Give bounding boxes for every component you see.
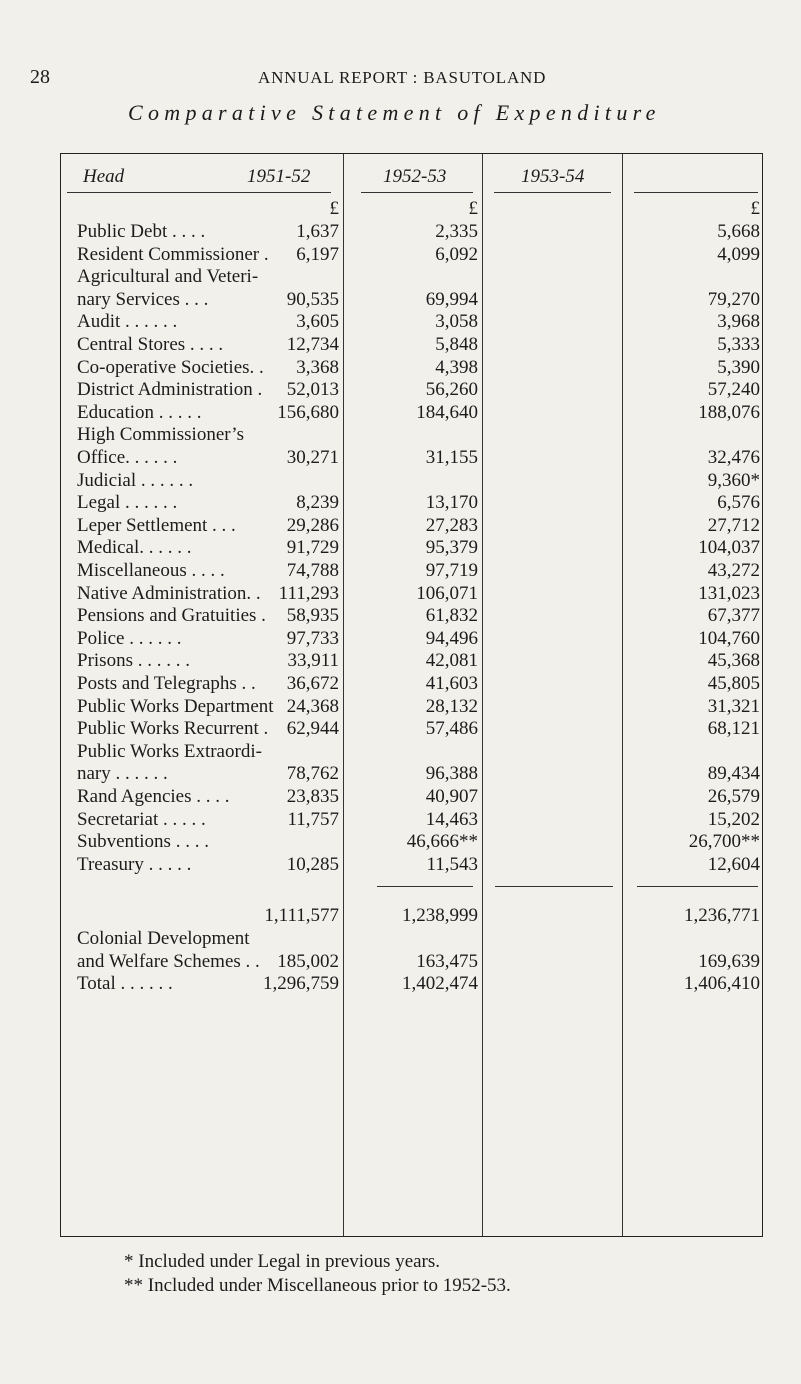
amount-cell: 28,132: [425, 695, 478, 717]
row-head: Treasury . . . . .: [77, 853, 192, 875]
amount-cell: 185,002: [277, 950, 339, 972]
row-head: Public Debt . . . .: [77, 221, 206, 242]
amount-cell: 13,170: [425, 492, 478, 514]
row-head: Medical. . . . . .: [77, 537, 192, 559]
column-rule: [622, 154, 623, 1236]
amount-cell: 52,013: [286, 379, 339, 401]
amount-cell: 3,968: [717, 311, 760, 333]
column-header-year: 1951-52: [247, 166, 311, 187]
amount-cell: 43,272: [707, 560, 760, 581]
amount-cell: 14,463: [425, 808, 478, 830]
currency-symbol: £: [329, 198, 339, 219]
row-head: Agricultural and Veteri-: [77, 266, 259, 288]
amount-cell: 23,835: [286, 786, 339, 807]
amount-cell: 104,760: [698, 627, 760, 649]
amount-cell: 56,260: [425, 379, 478, 401]
row-head: nary . . . . . .: [77, 763, 168, 785]
footnote-1: * Included under Legal in previous years.: [124, 1251, 441, 1272]
row-head: Office. . . . . .: [77, 447, 178, 468]
amount-cell: 79,270: [707, 288, 760, 310]
amount-cell: 15,202: [707, 808, 760, 830]
row-head: Posts and Telegraphs . .: [77, 673, 256, 694]
currency-symbol: £: [750, 198, 760, 219]
amount-cell: 1,238,999: [402, 905, 478, 927]
header-rule: [494, 192, 611, 193]
row-head: Miscellaneous . . . .: [77, 560, 225, 581]
amount-cell: 163,475: [416, 950, 478, 972]
amount-cell: 5,848: [435, 334, 478, 355]
column-header-year: 1953-54: [521, 166, 585, 187]
amount-cell: 11,757: [287, 808, 339, 830]
amount-cell: 36,672: [286, 673, 339, 694]
column-rule: [482, 154, 483, 1236]
amount-cell: 24,368: [286, 695, 339, 717]
amount-cell: 96,388: [425, 763, 478, 785]
amount-cell: 156,680: [277, 401, 339, 423]
amount-cell: 46,666**: [406, 831, 478, 853]
amount-cell: 97,733: [286, 627, 339, 649]
page-number: 28: [30, 66, 50, 88]
amount-cell: 69,994: [425, 288, 478, 310]
amount-cell: 6,576: [717, 492, 760, 514]
amount-cell: 104,037: [698, 537, 760, 559]
amount-cell: 30,271: [286, 447, 339, 468]
amount-cell: 32,476: [707, 447, 760, 468]
row-head: Colonial Development: [77, 928, 250, 949]
amount-cell: 3,368: [296, 356, 339, 378]
amount-cell: 45,805: [707, 673, 760, 694]
amount-cell: 95,379: [425, 537, 478, 559]
amount-cell: 33,911: [287, 650, 339, 672]
amount-cell: 61,832: [425, 605, 478, 627]
amount-cell: 31,155: [425, 447, 478, 468]
row-head: Judicial . . . . . .: [77, 469, 194, 491]
amount-cell: 58,935: [286, 605, 339, 627]
subtotal-rule: [377, 886, 473, 887]
amount-cell: 94,496: [425, 627, 478, 649]
amount-cell: 26,579: [707, 786, 760, 807]
column-header-year: 1952-53: [383, 166, 447, 187]
amount-cell: 57,240: [707, 379, 760, 401]
expenditure-table: [60, 153, 763, 1237]
header-rule: [67, 192, 331, 193]
amount-cell: 68,121: [707, 718, 760, 740]
amount-cell: 1,402,474: [402, 973, 478, 995]
currency-symbol: £: [468, 198, 478, 219]
amount-cell: 89,434: [707, 763, 760, 785]
amount-cell: 42,081: [425, 650, 478, 672]
row-head: Native Administration. .: [77, 582, 261, 604]
amount-cell: 5,333: [717, 334, 760, 355]
amount-cell: 27,283: [425, 514, 478, 536]
row-head: Resident Commissioner .: [77, 243, 269, 265]
amount-cell: 78,762: [286, 763, 339, 785]
amount-cell: 40,907: [425, 786, 478, 807]
row-head: Public Works Department: [77, 695, 274, 717]
total-label: Total . . . . . .: [77, 973, 173, 995]
amount-cell: 1,296,759: [263, 973, 339, 995]
row-head: District Administration .: [77, 379, 263, 401]
amount-cell: 8,239: [296, 492, 339, 514]
subtotal-rule: [495, 886, 613, 887]
amount-cell: 111,293: [278, 582, 339, 604]
row-head: Central Stores . . . .: [77, 334, 224, 355]
column-rule: [343, 154, 344, 1236]
row-head: Prisons . . . . . .: [77, 650, 190, 672]
amount-cell: 67,377: [707, 605, 760, 627]
amount-cell: 169,639: [698, 950, 760, 972]
footnotes: [124, 1250, 511, 1298]
amount-cell: 12,734: [286, 334, 339, 355]
page-header: [0, 66, 801, 92]
amount-cell: 91,729: [286, 537, 339, 559]
amount-cell: 62,944: [286, 718, 339, 740]
page-title: Comparative Statement of Expenditure: [128, 100, 661, 125]
amount-cell: 41,603: [425, 673, 478, 694]
amount-cell: 188,076: [698, 401, 760, 423]
amount-cell: 4,398: [435, 356, 478, 378]
amount-cell: 3,058: [435, 311, 478, 333]
amount-cell: 9,360*: [707, 469, 760, 491]
amount-cell: 74,788: [286, 560, 339, 581]
amount-cell: 5,390: [717, 356, 760, 378]
amount-cell: 4,099: [717, 243, 760, 265]
row-head: Public Works Recurrent .: [77, 718, 269, 740]
amount-cell: 2,335: [435, 221, 478, 242]
row-head: Public Works Extraordi-: [77, 740, 262, 762]
amount-cell: 131,023: [698, 582, 760, 604]
amount-cell: 1,111,577: [264, 905, 339, 927]
column-header-head: Head: [83, 166, 125, 187]
amount-cell: 10,285: [286, 853, 339, 875]
row-head: Education . . . . .: [77, 401, 202, 423]
row-head: Pensions and Gratuities .: [77, 605, 266, 627]
amount-cell: 106,071: [416, 582, 478, 604]
amount-cell: 97,719: [425, 560, 478, 581]
amount-cell: 31,321: [707, 695, 760, 717]
row-head: Rand Agencies . . . .: [77, 786, 230, 807]
amount-cell: 27,712: [707, 514, 760, 536]
amount-cell: 12,604: [707, 853, 760, 875]
row-head: High Commissioner’s: [77, 424, 244, 446]
row-head: Audit . . . . . .: [77, 311, 178, 333]
amount-cell: 26,700**: [688, 831, 760, 853]
amount-cell: 6,197: [296, 243, 339, 265]
row-head: nary Services . . .: [77, 288, 209, 310]
amount-cell: 45,368: [707, 650, 760, 672]
amount-cell: 90,535: [286, 288, 339, 310]
footnote-2: ** Included under Miscellaneous prior to 1952-53.: [124, 1275, 511, 1296]
amount-cell: 1,406,410: [684, 973, 760, 995]
amount-cell: 1,637: [296, 221, 339, 242]
amount-cell: 11,543: [426, 853, 478, 875]
row-head: Police . . . . . .: [77, 627, 182, 649]
row-head: Secretariat . . . . .: [77, 808, 206, 830]
row-head: and Welfare Schemes . .: [77, 950, 260, 972]
amount-cell: 29,286: [286, 514, 339, 536]
row-head: Legal . . . . . .: [77, 492, 178, 514]
running-head: ANNUAL REPORT : BASUTOLAND: [258, 68, 547, 87]
row-head: Subventions . . . .: [77, 831, 209, 853]
header-rule: [634, 192, 758, 193]
amount-cell: 3,605: [296, 311, 339, 333]
amount-cell: 1,236,771: [684, 905, 760, 927]
subtotal-rule: [637, 886, 758, 887]
header-rule: [361, 192, 473, 193]
amount-cell: 57,486: [425, 718, 478, 740]
row-head: Co-operative Societies. .: [77, 356, 264, 378]
amount-cell: 184,640: [416, 401, 478, 423]
amount-cell: 5,668: [717, 221, 760, 242]
amount-cell: 6,092: [435, 243, 478, 265]
row-head: Leper Settlement . . .: [77, 514, 236, 536]
